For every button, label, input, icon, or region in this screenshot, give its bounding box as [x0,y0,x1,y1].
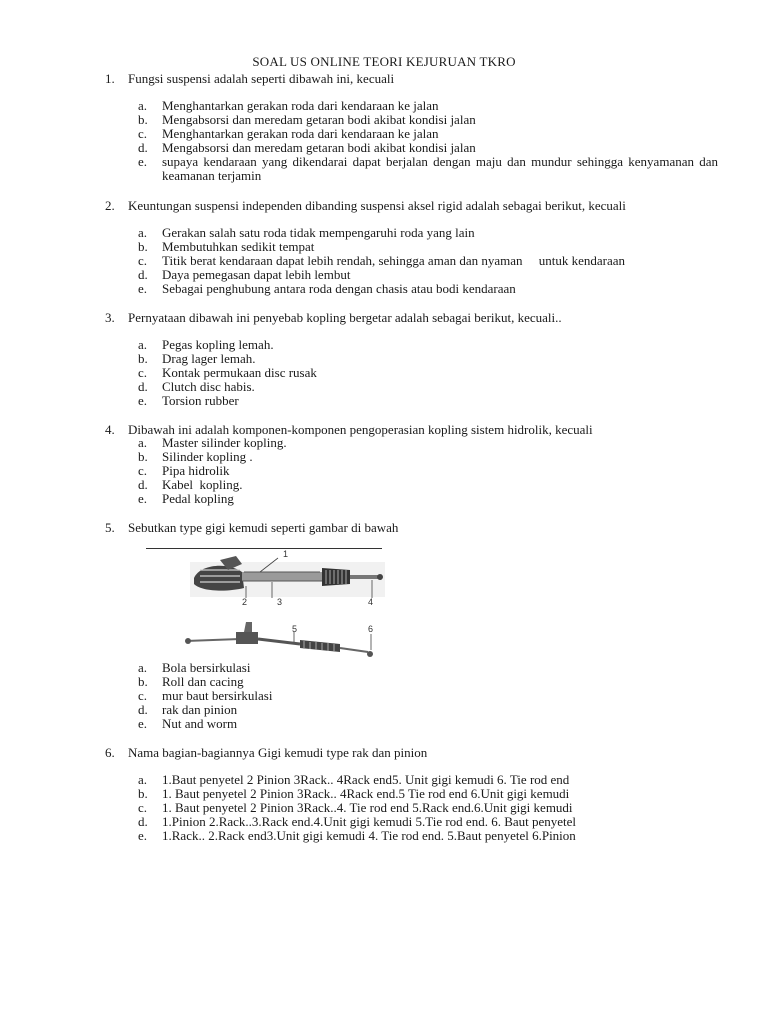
option-letter: c. [138,126,148,141]
option-letter: e. [138,154,148,169]
question-number: 2. [105,198,115,213]
figure-label-5: 5 [292,624,298,634]
option-letter: a. [138,337,148,352]
option-text: Roll dan cacing [162,674,244,689]
option-letter: a. [138,660,148,675]
option-letter: d. [138,702,148,717]
question-number: 6. [105,745,115,760]
option-text: Master silinder kopling. [162,435,287,450]
option-letter: b. [138,112,148,127]
option-text: 1. Baut penyetel 2 Pinion 3Rack.. 4Rack end.5 Tie rod end 6.Unit gigi kemudi [162,786,570,801]
option-letter: b. [138,786,148,801]
question-text: Fungsi suspensi adalah seperti dibawah ini, kecuali [128,71,395,86]
option-letter: b. [138,351,148,366]
option-text: 1.Rack.. 2.Rack end3.Unit gigi kemudi 4. Tie rod end. 5.Baut penyetel 6.Pinion [162,828,576,843]
option-text: Menghantarkan gerakan roda dari kendaraan ke jalan [162,126,439,141]
figure-label-3: 3 [277,597,283,607]
figure-label-2: 2 [242,597,248,607]
option-text: Nut and worm [162,716,238,731]
option-letter: c. [138,800,148,815]
option-letter: d. [138,814,148,829]
option-text: Silinder kopling . [162,449,253,464]
question-number: 4. [105,422,115,437]
option-text: Clutch disc habis. [162,379,255,394]
option-letter: a. [138,98,148,113]
option-text: Membutuhkan sedikit tempat [162,239,315,254]
steering-gear-figure [180,548,390,668]
question-text: Keuntungan suspensi independen dibanding suspensi aksel rigid adalah sebagai berikut, kecuali [128,198,626,213]
figure-label-4: 4 [368,597,374,607]
option-letter: e. [138,716,148,731]
question-text: Nama bagian-bagiannya Gigi kemudi type rak dan pinion [128,745,428,760]
option-text: Daya pemegasan dapat lebih lembut [162,267,351,282]
page-title: SOAL US ONLINE TEORI KEJURUAN TKRO [252,54,516,69]
option-text: Mengabsorsi dan meredam getaran bodi akibat kondisi jalan [162,112,476,127]
option-text: 1. Baut penyetel 2 Pinion 3Rack..4. Tie rod end 5.Rack end.6.Unit gigi kemudi [162,800,573,815]
question-text: Sebutkan type gigi kemudi seperti gambar di bawah [128,520,399,535]
option-letter: e. [138,491,148,506]
option-text: 1.Pinion 2.Rack..3.Rack end.4.Unit gigi kemudi 5.Tie rod end. 6. Baut penyetel [162,814,577,829]
option-text: 1.Baut penyetel 2 Pinion 3Rack.. 4Rack end5. Unit gigi kemudi 6. Tie rod end [162,772,570,787]
option-text: Titik berat kendaraan dapat lebih rendah, sehingga aman dan nyaman untuk kendaraan [162,253,626,268]
option-letter: d. [138,140,148,155]
option-letter: e. [138,393,148,408]
option-text: Gerakan salah satu roda tidak mempengaruhi roda yang lain [162,225,475,240]
option-letter: e. [138,281,148,296]
option-text: Pipa hidrolik [162,463,230,478]
option-letter: d. [138,477,148,492]
option-letter: c. [138,253,148,268]
option-letter: c. [138,365,148,380]
option-letter: a. [138,225,148,240]
option-text: Bola bersirkulasi [162,660,251,675]
question-number: 5. [105,520,115,535]
option-text: Menghantarkan gerakan roda dari kendaraan ke jalan [162,98,439,113]
option-text: mur baut bersirkulasi [162,688,273,703]
option-text: Kontak permukaan disc rusak [162,365,317,380]
option-text: Pegas kopling lemah. [162,337,274,352]
option-letter: d. [138,267,148,282]
option-text: Drag lager lemah. [162,351,256,366]
option-letter: a. [138,435,148,450]
option-text: rak dan pinion [162,702,238,717]
option-letter: b. [138,449,148,464]
question-number: 1. [105,71,115,86]
option-letter: a. [138,772,148,787]
option-letter: c. [138,688,148,703]
option-text: Kabel kopling. [162,477,243,492]
option-letter: b. [138,239,148,254]
option-text: Sebagai penghubung antara roda dengan chasis atau bodi kendaraan [162,281,516,296]
option-text: Pedal kopling [162,491,234,506]
rack-pinion-assembly-illustration [190,556,385,598]
option-text: supaya kendaraan yang dikendarai dapat berjalan dengan maju dan mundur sehingga kenyamanan dan keamanan terjamin [162,154,718,183]
question-number: 3. [105,310,115,325]
option-letter: c. [138,463,148,478]
question-text: Dibawah ini adalah komponen-komponen pengoperasian kopling sistem hidrolik, kecuali [128,422,593,437]
figure-label-6: 6 [368,624,374,634]
option-letter: e. [138,828,148,843]
steering-linkage-illustration [185,622,373,657]
option-letter: b. [138,674,148,689]
option-letter: d. [138,379,148,394]
option-text: Mengabsorsi dan meredam getaran bodi akibat kondisi jalan [162,140,476,155]
question-text: Pernyataan dibawah ini penyebab kopling bergetar adalah sebagai berikut, kecuali.. [128,310,562,325]
figure-label-1: 1 [283,549,289,559]
option-text: Torsion rubber [162,393,239,408]
